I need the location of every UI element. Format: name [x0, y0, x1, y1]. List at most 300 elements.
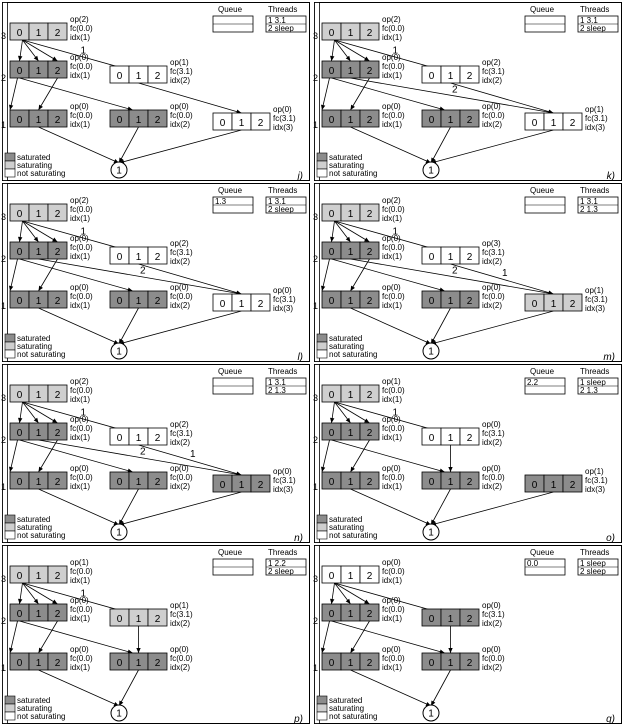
node-cell-label: 0	[16, 247, 23, 258]
node-cell-label: 2	[154, 477, 161, 488]
node-cell-label: 1	[35, 390, 42, 401]
node-info: op(2)	[482, 58, 501, 67]
node-f	[213, 286, 296, 313]
legend-label: not saturating	[17, 350, 66, 359]
node-d	[322, 645, 405, 672]
node-info: idx(2)	[482, 257, 503, 266]
node-cell-label: 1	[35, 66, 42, 77]
node-cell-label: 0	[428, 115, 435, 126]
node-info: idx(1)	[382, 482, 403, 491]
edge-arrow	[34, 237, 39, 242]
queue-header: Queue	[218, 5, 243, 14]
node-info: fc(0.0)	[70, 654, 93, 663]
node-info: op(0)	[382, 234, 401, 243]
edge-arrow	[346, 599, 351, 604]
legend-swatch	[5, 350, 15, 358]
node-f	[525, 286, 608, 313]
legend-swatch	[317, 696, 327, 704]
node-cell-label: 0	[328, 609, 335, 620]
panel-label: p)	[294, 714, 303, 724]
legend-label: saturating	[329, 704, 365, 713]
node-info: idx(1)	[70, 301, 91, 310]
node-cell-label: 0	[428, 477, 435, 488]
legend-label: not saturating	[329, 531, 378, 540]
node-e	[422, 283, 505, 310]
node-cell-label: 1	[347, 609, 354, 620]
node-info: idx(1)	[382, 663, 403, 672]
edge-arrow	[18, 599, 22, 604]
root-label: 1	[428, 346, 434, 358]
node-cell-label: 1	[35, 609, 42, 620]
node-info: fc(3.1)	[273, 295, 296, 304]
legend-swatch	[317, 523, 327, 531]
node-c	[422, 601, 505, 628]
threads-header: Threads	[580, 548, 610, 557]
queue-header: Queue	[218, 548, 243, 557]
edge-arrow	[330, 56, 334, 61]
node-cell-label: 0	[16, 66, 23, 77]
node-info: fc(0.0)	[382, 386, 405, 395]
node-cell-label: 1	[447, 71, 454, 82]
node-info: idx(1)	[70, 120, 91, 129]
node-info: op(0)	[482, 420, 501, 429]
node-info: fc(0.0)	[170, 654, 193, 663]
node-info: idx(1)	[382, 214, 403, 223]
node-cell-label: 1	[347, 209, 354, 220]
node-info: idx(2)	[170, 120, 191, 129]
node-info: idx(2)	[482, 76, 503, 85]
node-info: fc(0.0)	[382, 424, 405, 433]
edge-label: 1	[80, 588, 87, 600]
node-info: op(0)	[170, 283, 189, 292]
node-f	[213, 105, 296, 132]
node-cell-label: 1	[135, 614, 142, 625]
node-cell-label: 1	[550, 480, 557, 491]
edge-arrow	[9, 105, 13, 110]
node-cell-label: 1	[238, 480, 245, 491]
node-cell-label: 0	[16, 28, 23, 39]
edge	[431, 311, 554, 344]
edge	[119, 489, 139, 525]
level-label: 3	[1, 31, 7, 41]
node-cell-label: 0	[428, 296, 435, 307]
node-cell-label: 2	[54, 247, 61, 258]
node-info: op(0)	[170, 464, 189, 473]
legend-label: saturating	[329, 342, 365, 351]
edge	[39, 259, 58, 291]
queue-header: Queue	[530, 367, 555, 376]
edge-arrow	[330, 418, 334, 423]
node-info: op(2)	[170, 239, 189, 248]
legend-label: saturated	[17, 153, 51, 162]
edge	[119, 492, 242, 525]
edge	[39, 308, 120, 344]
node-info: idx(1)	[70, 395, 91, 404]
node-cell-label: 2	[154, 658, 161, 669]
edge-arrow	[346, 56, 351, 61]
root-label: 1	[428, 165, 434, 177]
node-c	[422, 420, 505, 447]
node-cell-label: 0	[16, 115, 23, 126]
node-cell-label: 2	[466, 115, 473, 126]
node-info: op(0)	[70, 234, 89, 243]
legend-swatch	[317, 169, 327, 177]
node-cell-label: 0	[428, 433, 435, 444]
level-label: 3	[1, 212, 7, 222]
edge-arrow	[52, 57, 57, 61]
legend-swatch	[317, 531, 327, 539]
node-info: idx(1)	[70, 33, 91, 42]
edge-label: 1	[80, 45, 87, 57]
node-info: fc(0.0)	[482, 654, 505, 663]
node-info: fc(3.1)	[585, 476, 608, 485]
queue-header: Queue	[218, 186, 243, 195]
node-cell-label: 2	[154, 614, 161, 625]
node-info: op(0)	[482, 464, 501, 473]
node-info: op(0)	[382, 415, 401, 424]
node-f	[213, 467, 296, 494]
edge	[23, 402, 58, 423]
thread-entry: 2 sleep	[268, 567, 294, 576]
node-cell-label: 0	[16, 209, 23, 220]
node-cell-label: 1	[447, 296, 454, 307]
edge-label: 2	[452, 265, 458, 277]
node-cell-label: 2	[366, 658, 373, 669]
edge	[335, 402, 370, 423]
node-cell-label: 2	[54, 115, 61, 126]
node-cell-label: 2	[366, 115, 373, 126]
thread-entry: 2 sleep	[268, 205, 294, 214]
legend-label: not saturating	[329, 712, 378, 721]
panel-label: o)	[606, 533, 615, 544]
node-info: op(0)	[382, 645, 401, 654]
node-info: op(1)	[585, 286, 604, 295]
node-info: idx(1)	[382, 301, 403, 310]
node-cell-label: 1	[347, 571, 354, 582]
node-info: idx(1)	[382, 576, 403, 585]
panel-n	[1, 365, 310, 545]
edge-arrow	[330, 599, 334, 604]
node-cell-label: 2	[154, 115, 161, 126]
node-info: idx(1)	[382, 433, 403, 442]
node-cell-label: 1	[135, 71, 142, 82]
level-label: 1	[313, 482, 319, 492]
node-info: op(0)	[482, 283, 501, 292]
node-cell-label: 2	[54, 66, 61, 77]
root-label: 1	[116, 346, 122, 358]
legend-swatch	[317, 161, 327, 169]
node-cell-label: 1	[35, 209, 42, 220]
node-info: fc(3.1)	[273, 114, 296, 123]
node-info: op(0)	[170, 102, 189, 111]
node-info: idx(2)	[482, 619, 503, 628]
panel-o	[313, 365, 622, 545]
edge-arrow	[330, 237, 334, 242]
node-cell-label: 0	[116, 115, 123, 126]
node-f	[525, 105, 608, 132]
queue-header: Queue	[530, 186, 555, 195]
edge-arrow	[39, 648, 43, 653]
node-info: fc(0.0)	[382, 654, 405, 663]
thread-entry: 1 3.1	[268, 197, 286, 206]
node-info: op(1)	[585, 467, 604, 476]
level-label: 2	[313, 435, 319, 445]
node-e	[422, 645, 505, 672]
node-cell-label: 1	[447, 433, 454, 444]
node-info: op(2)	[70, 377, 89, 386]
node-info: fc(0.0)	[70, 111, 93, 120]
level-label: 2	[1, 435, 7, 445]
node-info: idx(1)	[70, 252, 91, 261]
node-cell-label: 2	[154, 252, 161, 263]
level-label: 3	[1, 393, 7, 403]
legend-label: not saturating	[329, 169, 378, 178]
edge-arrow	[136, 648, 140, 653]
legend-swatch	[317, 704, 327, 712]
node-info: fc(0.0)	[70, 292, 93, 301]
node-cell-label: 2	[366, 209, 373, 220]
node-cell-label: 2	[154, 296, 161, 307]
node-cell-label: 2	[366, 609, 373, 620]
node-cell-label: 0	[428, 71, 435, 82]
level-label: 1	[313, 301, 319, 311]
node-cell-label: 0	[328, 428, 335, 439]
edge-label: 1	[80, 226, 87, 238]
node-a	[322, 15, 405, 42]
edge-label: 2	[452, 84, 458, 96]
edge-label: 2	[140, 265, 146, 277]
edge	[431, 492, 554, 525]
edge-arrow	[34, 418, 39, 423]
edge-arrow	[364, 57, 369, 61]
edge	[351, 127, 432, 163]
node-a	[322, 558, 405, 585]
node-info: fc(0.0)	[170, 111, 193, 120]
node-cell-label: 2	[366, 390, 373, 401]
node-info: op(0)	[170, 645, 189, 654]
node-info: fc(0.0)	[70, 424, 93, 433]
node-info: idx(1)	[70, 614, 91, 623]
node-info: op(2)	[70, 196, 89, 205]
node-cell-label: 0	[219, 299, 226, 310]
queue-entry: 2.2	[527, 378, 539, 387]
threads-header: Threads	[268, 367, 298, 376]
node-info: fc(0.0)	[70, 205, 93, 214]
node-info: idx(3)	[273, 304, 294, 313]
node-info: op(2)	[70, 15, 89, 24]
node-c	[110, 420, 193, 447]
legend-label: saturated	[329, 515, 363, 524]
node-cell-label: 1	[347, 428, 354, 439]
node-cell-label: 1	[35, 296, 42, 307]
node-cell-label: 2	[154, 433, 161, 444]
node-info: idx(1)	[70, 576, 91, 585]
threads-header: Threads	[268, 186, 298, 195]
node-cell-label: 2	[54, 390, 61, 401]
legend-swatch	[317, 153, 327, 161]
edge	[39, 489, 120, 525]
node-cell-label: 2	[466, 477, 473, 488]
node-info: idx(1)	[382, 252, 403, 261]
edge-arrow	[9, 467, 13, 472]
edge	[39, 621, 58, 653]
node-info: fc(0.0)	[70, 24, 93, 33]
legend-label: not saturating	[329, 350, 378, 359]
node-info: fc(3.1)	[482, 248, 505, 257]
node-info: fc(0.0)	[482, 111, 505, 120]
node-info: fc(0.0)	[382, 205, 405, 214]
level-label: 3	[1, 574, 7, 584]
level-label: 3	[313, 393, 319, 403]
node-cell-label: 1	[35, 115, 42, 126]
legend-swatch	[317, 342, 327, 350]
node-cell-label: 0	[116, 477, 123, 488]
legend-swatch	[317, 334, 327, 342]
node-cell-label: 1	[347, 658, 354, 669]
node-info: idx(3)	[273, 485, 294, 494]
node-f	[525, 467, 608, 494]
legend-swatch	[5, 342, 15, 350]
node-cell-label: 2	[569, 118, 576, 129]
node-a	[322, 377, 405, 404]
edge-label: 2	[140, 446, 146, 458]
edge	[351, 78, 370, 110]
panel-label: j)	[297, 171, 303, 182]
node-info: idx(2)	[170, 482, 191, 491]
edge	[139, 83, 242, 113]
edge	[39, 670, 120, 706]
node-info: op(1)	[382, 377, 401, 386]
queue-header: Queue	[530, 548, 555, 557]
node-cell-label: 1	[447, 614, 454, 625]
edge	[431, 127, 451, 163]
node-info: idx(2)	[170, 76, 191, 85]
threads-header: Threads	[268, 5, 298, 14]
node-info: op(0)	[482, 102, 501, 111]
root-label: 1	[116, 527, 122, 539]
node-info: idx(2)	[482, 663, 503, 672]
edge	[23, 221, 58, 242]
node-cell-label: 0	[531, 480, 538, 491]
node-a	[10, 377, 93, 404]
node-e	[422, 464, 505, 491]
edge-arrow	[321, 648, 325, 653]
queue-header: Queue	[218, 367, 243, 376]
node-cell-label: 2	[466, 71, 473, 82]
threads-header: Threads	[580, 186, 610, 195]
level-label: 2	[313, 616, 319, 626]
node-cell-label: 2	[54, 609, 61, 620]
node-info: op(0)	[482, 601, 501, 610]
node-info: op(0)	[70, 102, 89, 111]
legend-label: not saturating	[17, 169, 66, 178]
node-info: fc(3.1)	[482, 67, 505, 76]
node-info: idx(1)	[382, 33, 403, 42]
node-cell-label: 2	[54, 571, 61, 582]
node-cell-label: 2	[366, 571, 373, 582]
edge	[351, 670, 432, 706]
legend-label: saturated	[17, 334, 51, 343]
level-label: 1	[1, 663, 7, 673]
threads-header: Threads	[268, 548, 298, 557]
node-cell-label: 0	[328, 390, 335, 401]
legend-label: saturating	[17, 161, 53, 170]
edge-label: 1	[190, 449, 196, 460]
edge-arrow	[346, 418, 351, 423]
panel-j	[1, 3, 310, 183]
node-cell-label: 0	[116, 614, 123, 625]
edge	[351, 440, 370, 472]
node-d	[10, 283, 93, 310]
edge	[351, 259, 370, 291]
node-cell-label: 1	[135, 115, 142, 126]
edge-arrow	[9, 286, 13, 291]
edge-label: 1	[502, 268, 508, 279]
node-info: fc(0.0)	[70, 567, 93, 576]
node-a	[10, 196, 93, 223]
node-d	[322, 102, 405, 129]
node-info: fc(3.1)	[482, 610, 505, 619]
node-cell-label: 1	[135, 658, 142, 669]
node-info: fc(3.1)	[170, 67, 193, 76]
edge-arrow	[448, 648, 452, 653]
node-cell-label: 0	[16, 477, 23, 488]
node-info: fc(3.1)	[170, 610, 193, 619]
node-cell-label: 0	[16, 658, 23, 669]
panel-k	[313, 3, 622, 183]
edge-arrow	[39, 467, 43, 472]
root-label: 1	[116, 165, 122, 177]
level-label: 2	[1, 616, 7, 626]
legend-label: saturated	[17, 696, 51, 705]
node-cell-label: 0	[16, 390, 23, 401]
node-d	[10, 645, 93, 672]
panel-label: k)	[606, 171, 615, 182]
legend-label: saturating	[17, 523, 53, 532]
edge-arrow	[351, 467, 355, 472]
node-info: op(0)	[482, 645, 501, 654]
node-cell-label: 0	[116, 296, 123, 307]
edge-arrow	[364, 600, 369, 604]
legend-label: saturating	[329, 523, 365, 532]
node-cell-label: 0	[428, 658, 435, 669]
node-info: fc(0.0)	[382, 243, 405, 252]
edge-arrow	[321, 467, 325, 472]
edge	[119, 311, 242, 344]
node-info: idx(3)	[585, 123, 606, 132]
edge-arrow	[364, 238, 369, 242]
node-e	[110, 102, 193, 129]
node-info: fc(0.0)	[170, 292, 193, 301]
node-info: fc(0.0)	[382, 292, 405, 301]
node-cell-label: 1	[447, 115, 454, 126]
edge-arrow	[9, 648, 13, 653]
legend-swatch	[5, 531, 15, 539]
node-info: op(0)	[70, 596, 89, 605]
node-cell-label: 1	[347, 66, 354, 77]
node-cell-label: 0	[428, 252, 435, 263]
level-label: 2	[313, 254, 319, 264]
legend-swatch	[317, 712, 327, 720]
node-cell-label: 2	[54, 296, 61, 307]
node-a	[322, 196, 405, 223]
node-cell-label: 0	[328, 477, 335, 488]
node-info: op(1)	[70, 558, 89, 567]
node-cell-label: 1	[347, 296, 354, 307]
edge	[119, 127, 139, 163]
edge	[335, 221, 370, 242]
node-a	[10, 15, 93, 42]
